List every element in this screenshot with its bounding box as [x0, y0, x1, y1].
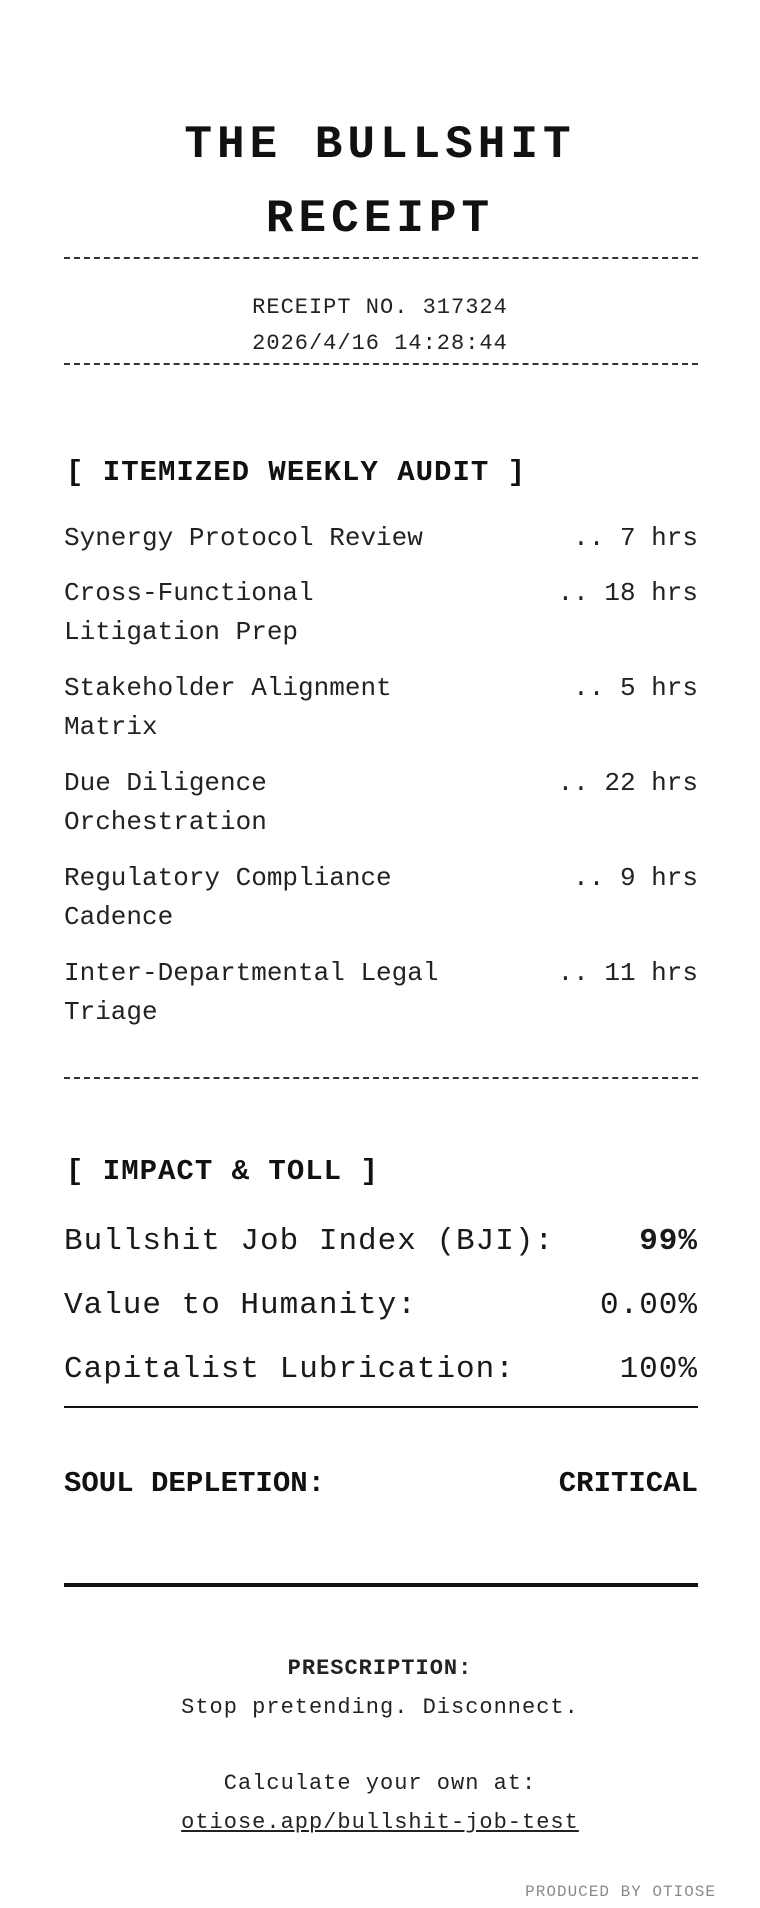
- dashed-divider: [64, 363, 698, 365]
- audit-item-name: Due Diligence Orchestration: [64, 768, 267, 837]
- receipt-title-line2: RECEIPT: [265, 193, 495, 245]
- metric-label: Capitalist Lubrication:: [64, 1352, 515, 1387]
- audit-item-name: Stakeholder Alignment Matrix: [64, 673, 392, 742]
- audit-item-name: Synergy Protocol Review: [64, 523, 423, 553]
- audit-item-hours: .. 7 hrs: [573, 523, 698, 553]
- receipt-timestamp: 2026/4/16 14:28:44: [252, 331, 508, 356]
- audit-item-name: Regulatory Compliance Cadence: [64, 863, 392, 932]
- soul-depletion-label: SOUL DEPLETION:: [64, 1467, 326, 1500]
- metric-bji: [64, 1226, 698, 1257]
- audit-item: [64, 574, 698, 652]
- metric-value-to-humanity: [64, 1290, 698, 1321]
- otiose-link[interactable]: otiose.app/bullshit-job-test: [181, 1810, 579, 1835]
- audit-item-hours: .. 5 hrs: [573, 673, 698, 703]
- audit-item: [64, 669, 698, 747]
- receipt-number: RECEIPT NO. 317324: [252, 295, 508, 320]
- audit-item: [64, 764, 698, 842]
- audit-item: [64, 519, 698, 558]
- prescription-link-row: [0, 1812, 760, 1834]
- impact-heading: [ IMPACT & TOLL ]: [66, 1155, 379, 1188]
- prescription-title: PRESCRIPTION:: [287, 1656, 473, 1681]
- audit-item-hours: .. 18 hrs: [557, 578, 698, 608]
- prescription-text: Stop pretending. Disconnect.: [181, 1695, 579, 1720]
- audit-item-hours: .. 11 hrs: [557, 958, 698, 988]
- metric-value: 99%: [639, 1224, 698, 1259]
- metric-label: Value to Humanity:: [64, 1288, 417, 1323]
- audit-item: [64, 954, 698, 1032]
- soul-depletion-value: CRITICAL: [558, 1467, 698, 1500]
- metric-value: 0.00%: [599, 1288, 698, 1323]
- dashed-divider: [64, 257, 698, 259]
- audit-item-name: Cross-Functional Litigation Prep: [64, 578, 314, 647]
- dashed-divider: [64, 1077, 698, 1079]
- receipt-title-line1: THE BULLSHIT: [184, 119, 576, 171]
- solid-divider: [64, 1406, 698, 1408]
- metric-capitalist-lubrication: [64, 1354, 698, 1385]
- metric-value: 100%: [619, 1352, 698, 1387]
- audit-item: [64, 859, 698, 937]
- audit-item-hours: .. 9 hrs: [573, 863, 698, 893]
- prescription-cta: Calculate your own at:: [223, 1771, 537, 1796]
- audit-item-name: Inter-Departmental Legal Triage: [64, 958, 439, 1027]
- metric-label: Bullshit Job Index (BJI):: [64, 1224, 555, 1259]
- footer-credit: PRODUCED BY OTIOSE: [525, 1883, 716, 1901]
- audit-heading: [ ITEMIZED WEEKLY AUDIT ]: [66, 456, 527, 489]
- audit-item-hours: .. 22 hrs: [557, 768, 698, 798]
- thick-divider: [64, 1583, 698, 1587]
- soul-depletion-row: [64, 1469, 698, 1498]
